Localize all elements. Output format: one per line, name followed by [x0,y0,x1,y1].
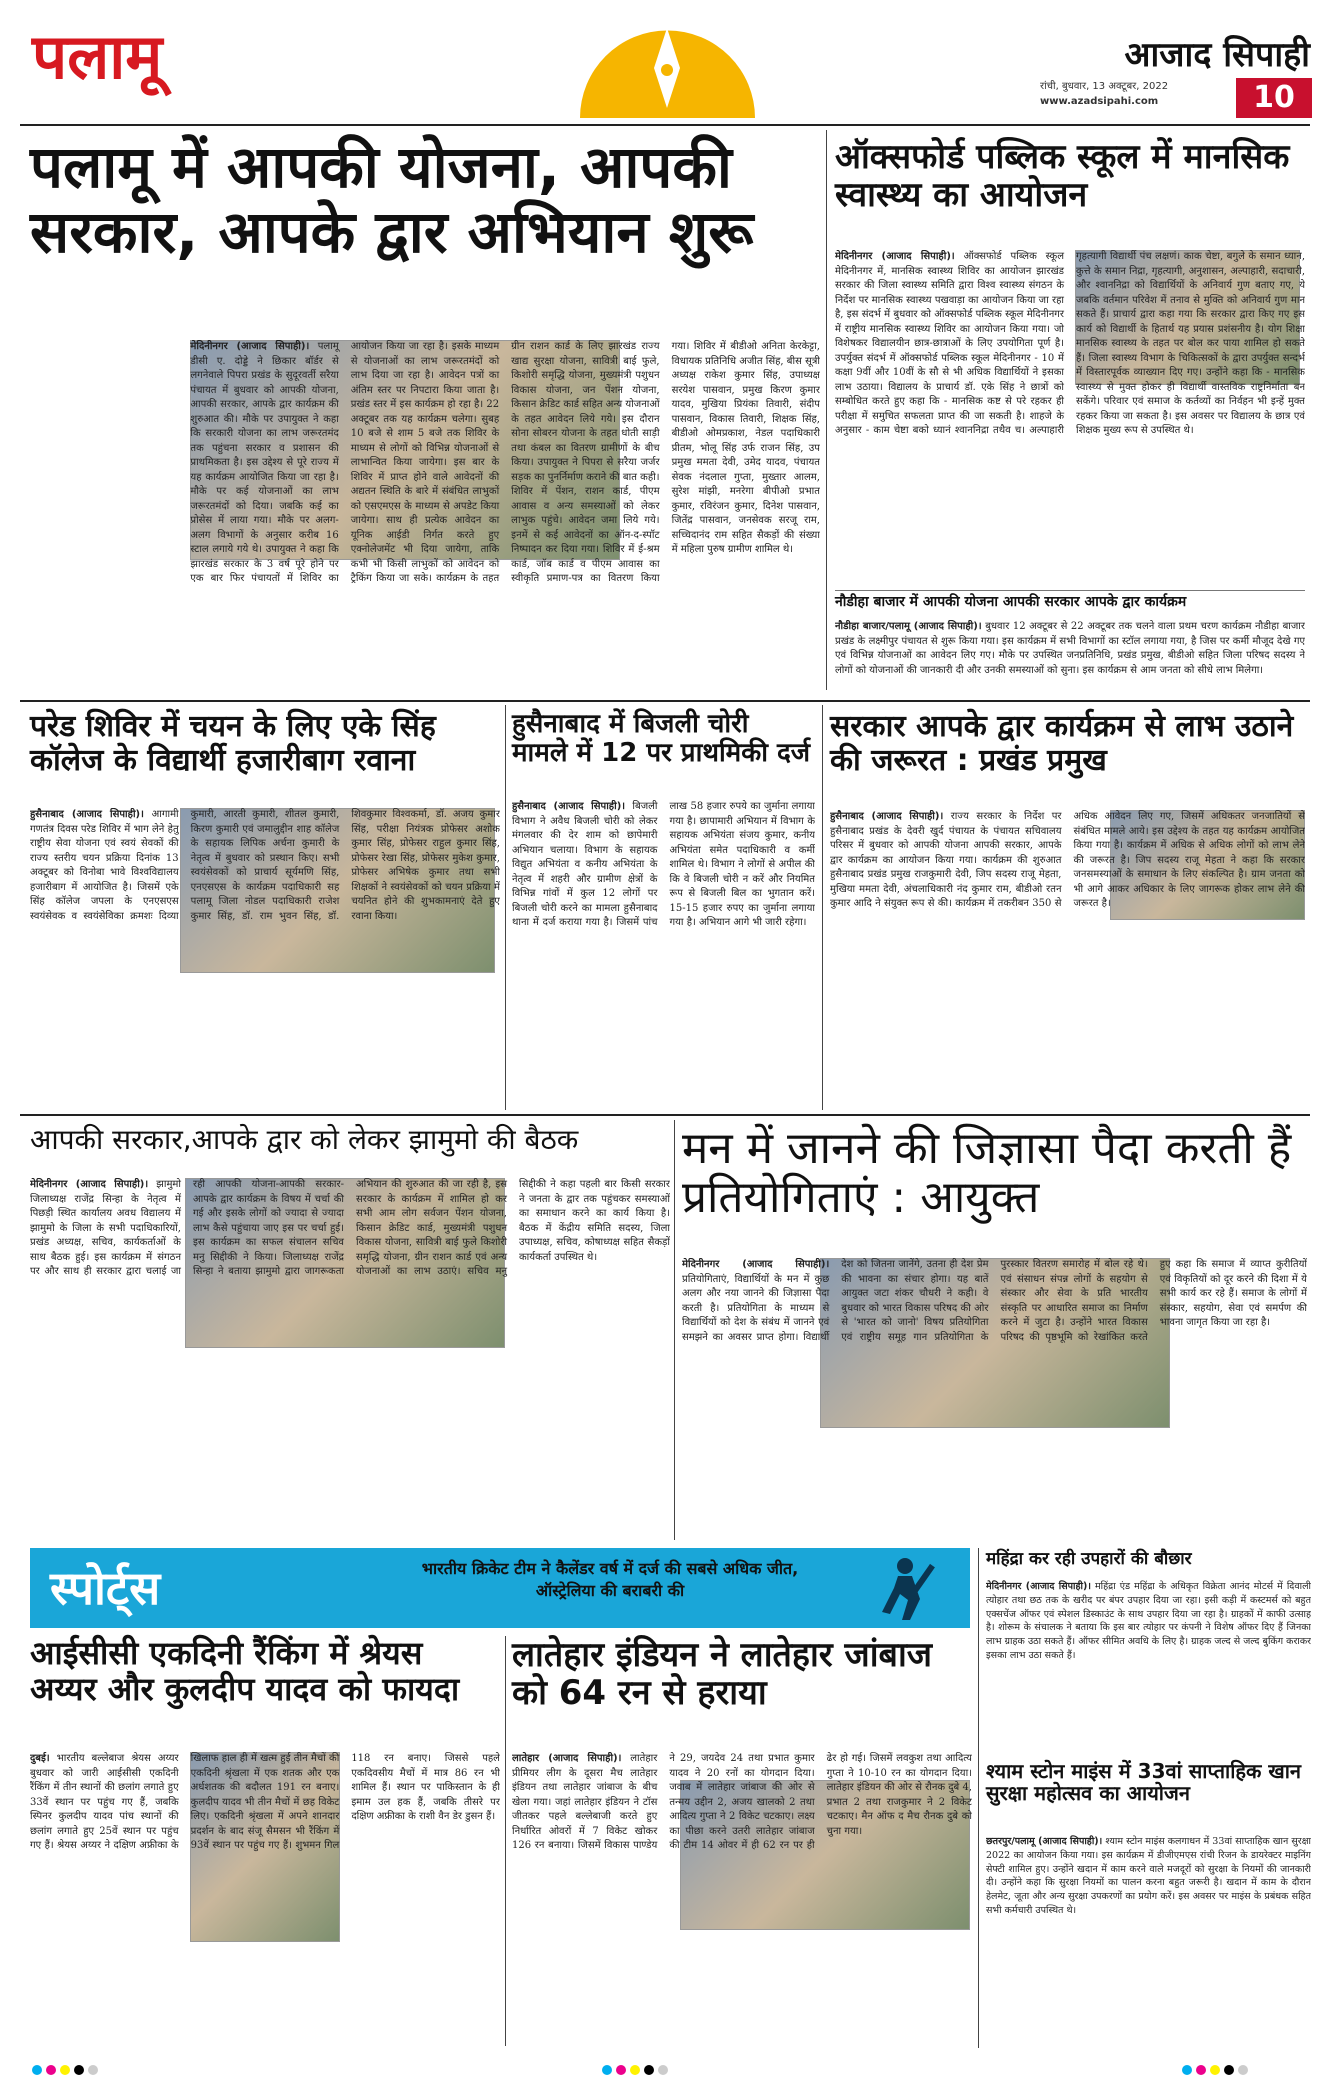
hussainabad-headline: हुसैनाबाद में बिजली चोरी मामले में 12 पर प्राथमिकी दर्ज [512,709,811,769]
aayukt-headline: मन में जानने की जिज्ञासा पैदा करती हैं प्रतियोगिताएं : आयुक्त [682,1123,1292,1224]
dateline: रांची, बुधवार, 13 अक्टूबर, 2022 [1040,81,1169,92]
pramukh-headline: सरकार आपके द्वार कार्यक्रम से लाभ उठाने की जरूरत : प्रखंड प्रमुख [830,709,1294,778]
row-rule-1 [20,700,1310,702]
masthead-logo-icon [580,8,755,118]
hussainabad-article: हुसैनाबाद (आजाद सिपाही)। बिजली विभाग ने अवैध बिजली चोरी को लेकर मंगलवार की देर शाम को छापेमारी अभियान चलाया। विभाग के सहायक विद्युत अभियंता व कनीय अभियंता के नेतृत्व में शहरी और ग्रामीण क्षेत्रों के विभिन्न गांवों में कुल 12 लोगों पर बिजली चोरी करने का मामला हुसैनाबाद थाना में दर्ज कराया गया है। जिसमें पांच लाख 58 हजार रुपये का जुर्माना लगाया गया है। छापामारी अभियान में विभाग के सहायक अभियंता संजय कुमार, कनीय अभियंता समेत पदाधिकारी व कर्मी शामिल थे। विभाग ने लोगों से अपील की कि वे बिजली चोरी न करें और नियमित रूप से बिजली बिल का भुगतान करें। 15-15 हजार रुपए का जुर्माना लगाया गया है। अभियान आगे भी जारी रहेगा। [512,801,815,928]
shyam-headline: श्याम स्टोन माइंस में 33वां साप्ताहिक खान सुरक्षा महोत्सव का आयोजन [986,1759,1301,1806]
aayukt-article: मेदिनीनगर (आजाद सिपाही)। प्रतियोगिताएं, विद्यार्थियों के मन में कुछ अलग और नया जानने की जिज्ञासा पैदा करती है। प्रतियोगिता के माध्यम से विद्यार्थियों को देश के संबंध में जानने एवं समझने का अवसर प्राप्त होगा। विद्यार्थी देश को जितना जानेंगे, उतना ही देश प्रेम की भावना का संचार होगा। यह बातें आयुक्त जटा शंकर चौधरी ने कही। वे बुधवार को भारत विकास परिषद की ओर से 'भारत को जानो' विषय प्रतियोगिता एवं राष्ट्रीय समूह गान प्रतियोगिता के पुरस्कार वितरण समारोह में बोल रहे थे। एवं संसाधन संपन्न लोगों के सहयोग से संस्कार और सेवा के प्रति भारतीय संस्कृति पर आधारित समाज का निर्माण करने में जुटा है। उन्होंने भारत विकास परिषद की पृष्ठभूमि को रेखांकित करते हुए कहा कि समाज में व्याप्त कुरीतियों एवं विकृतियों को दूर करने की दिशा में ये सभी कार्य कर रहे हैं। समाज के लोगों में संस्कार, सहयोग, सेवा एवं समर्पण की भावना जागृत किया जा रहा है। [682,1259,1307,1343]
column-divider [822,705,823,1110]
cricket-player-icon [850,1554,950,1622]
registration-marks [30,2060,230,2074]
page-number: 10 [1236,78,1312,118]
naudiha-article: नौडीहा बाजार/पलामू (आजाद सिपाही)। बुधवार 12 अक्टूबर से 22 अक्टूबर तक चलने वाला प्रथम चरण कार्यक्रम नौडीहा बाजार प्रखंड के लक्ष्मीपुर पंचायत से शुरू किया गया। इस कार्यक्रम में सभी विभागों का स्टॉल लगाया गया, है जिस पर कर्मी मौजूद देखे गए एवं विभिन्न योजनाओं का आवेदन लिए गए। मौके पर उपस्थित जनप्रतिनिधि, प्रखंड प्रमुख, बीडीओ सहित जिला परिषद सदस्य ने लोगों को योजनाओं की जानकारी दी और उनकी समस्याओं को सुना। इस कार्यक्रम से आम जनता को सीधे लाभ मिलेगा। [835,621,1305,676]
column-divider [505,1636,506,2046]
masthead-rule [20,124,1310,126]
registration-marks [600,2060,800,2074]
icc-headline: आईसीसी एकदिनी रैंकिंग में श्रेयस अय्यर और कुलदीप यादव को फायदा [30,1634,460,1708]
parade-article: हुसैनाबाद (आजाद सिपाही)। आगामी गणतंत्र दिवस परेड शिविर में भाग लेने हेतु राष्ट्रीय सेवा योजना एवं स्वयं सेवकों की राज्य स्तरीय चयन प्रक्रिया दिनांक 13 अक्टूबर को विनोबा भावे विश्वविद्यालय हजारीबाग में आयोजित है। जिसमें एके सिंह कॉलेज जपला के एनएसएस स्वयंसेवक व स्वयंसेविका क्रमशः दिव्या कुमारी, आरती कुमारी, शीतल कुमारी, किरण कुमारी एवं जमालुद्दीन शाह कॉलेज के सहायक लिपिक अर्चना कुमारी के नेतृत्व में बुधवार को प्रस्थान किए। सभी स्वयंसेवकों को प्राचार्य सूर्यमणि सिंह, एनएसएस के कार्यक्रम पदाधिकारी सह पलामू जिला नोडल पदाधिकारी राजेश कुमार सिंह, डॉ. राम भुवन सिंह, डॉ. शिवकुमार विश्वकर्मा, डॉ. अजय कुमार सिंह, परीक्षा नियंत्रक प्रोफेसर अशोक कुमार सिंह, प्रोफेसर राहुल कुमार सिंह, प्रोफेसर रेखा सिंह, प्रोफेसर मुकेश कुमार, प्रोफेसर अभिषेक कुमार तथा सभी शिक्षकों ने स्वयंसेवकों को चयन प्रक्रिया में चयनित होने की शुभकामनाएं देते हुए रवाना किया। [30,809,500,922]
sports-banner [30,1548,970,1628]
oxford-article: मेदिनीनगर (आजाद सिपाही)। ऑक्सफोर्ड पब्लिक स्कूल मेदिनीनगर में, मानसिक स्वास्थ्य शिविर का आयोजन झारखंड सरकार की जिला स्वास्थ्य समिति द्वारा विश्व स्वास्थ्य संगठन के निर्देश पर मानसिक स्वास्थ्य पखवाड़ा का आयोजन किया जा रहा है, इस संदर्भ में बुधवार को ऑक्सफोर्ड पब्लिक स्कूल मेदिनीनगर में राष्ट्रीय मानसिक स्वास्थ्य शिविर का आयोजन किया गया। जो विशेषकर विद्यालयीन छात्र-छात्राओं के लिए उपयोगिता पूर्ण है। उपर्युक्त संदर्भ में ऑक्सफोर्ड पब्लिक स्कूल मेदिनीनगर - 10 में कक्षा 9वीं और 10वीं के सौ से भी अधिक विद्यार्थियों ने इसका लाभ उठाया। विद्यालय के प्राचार्य डॉ. एके सिंह ने छात्रों को सम्बोधित करते हुए कहा कि - मानसिक कष्ट से परे रहकर ही परीक्षा में समुचित सफलता प्राप्त की जा सकती है। शाहजे के अनुसार - काम चेष्टा बको ध्यानं श्वाननिद्रा तथैव च। अल्पाहारी गृहत्यागी विद्यार्थी पंच लक्षणं। काक चेष्टा, बगुले के समान ध्यान, कुत्ते के समान निद्रा, गृहत्यागी, अनुशासन, अल्पाहारी, सदाचारी, और श्वाननिद्रा को विद्यार्थियों के अनिवार्य गुण बताए गए, ये जबकि वर्तमान परिवेश में तनाव से मुक्ति को अनिवार्य गुण मान सकते हैं। प्राचार्य द्वारा कहा गया कि सरकार द्वारा किए गए इस कार्य को विद्यार्थी के हितार्थ यह प्रयास प्रशंसनीय है। योग शिक्षा मानसिक स्वास्थ्य के तहत पर बोल कर पाया शामिल हो सकते हैं। जिला स्वास्थ्य विभाग के चिकित्सकों के द्वारा उपर्युक्त सन्दर्भ में विस्तारपूर्वक व्याख्यान दिए गए। उन्होंने कहा कि - मानसिक स्वास्थ्य से मुक्त होकर ही विद्यार्थी वास्तविक राष्ट्रनिर्माता बन सकेंगे। परिवार एवं समाज के कर्तव्यों का निर्वहन भी इन्हें मुक्त रहकर किया जा सकता है। इस अवसर पर विद्यालय के छात्र एवं शिक्षक मुख्य रूप से उपस्थित थे। [835,251,1305,436]
icc-article: दुबई। भारतीय बल्लेबाज श्रेयस अय्यर बुधवार को जारी आईसीसी एकदिनी रैंकिंग में तीन स्थानों की छलांग लगाते हुए 33वें स्थान पर पहुंच गए हैं, जबकि स्पिनर कुलदीप यादव पांच स्थानों की छलांग लगाते हुए 25वें स्थान पर पहुंच गए हैं। श्रेयस अय्यर ने दक्षिण अफ्रीका के खिलाफ हाल ही में खत्म हुई तीन मैचों की एकदिनी श्रृंखला में एक शतक और एक अर्धशतक की बदौलत 191 रन बनाए। कुलदीप यादव भी तीन मैचों में छह विकेट लिए। एकदिनी श्रृंखला में अपने शानदार प्रदर्शन के बाद संजू सैमसन भी रैंकिंग में 93वें स्थान पर पहुंच गए हैं। शुभमन गिल 118 रन बनाए। जिससे पहले एकदिवसीय मैचों में मात्र 86 रन भी शामिल हैं। स्थान पर पाकिस्तान के ही इमाम उल हक हैं, जबकि तीसरे पर दक्षिण अफ्रीका के राशी वैन डेर डुसन हैं। [30,1753,500,1851]
parade-headline: परेड शिविर में चयन के लिए एके सिंह कॉलेज के विद्यार्थी हजारीबाग रवाना [30,709,436,778]
column-divider [826,130,827,690]
column-divider [505,705,506,1110]
shyam-article: छतरपुर/पलामू (आजाद सिपाही)। श्याम स्टोन माइंस कलगाधन में 33वां साप्ताहिक खान सुरक्षा 2022 का आयोजन किया गया। इस कार्यक्रम में डीजीएमएस रांची रिजन के डायरेक्टर माइनिंग सेफ्टी शामिल हुए। उन्होंने खदान में काम करने वाले मजदूरों को सुरक्षा के नियमों की जानकारी दी। उन्होंने कहा कि सुरक्षा नियमों का पालन करना बहुत जरूरी है। खदान में काम के दौरान हेलमेट, जूता और अन्य सुरक्षा उपकरणों का प्रयोग करें। इस अवसर पर माइंस के प्रबंधक सहित सभी कर्मचारी उपस्थित थे। [986,1836,1311,1916]
row-rule-2 [20,1114,1310,1116]
mahindra-article: मेदिनीनगर (आजाद सिपाही)। महिंद्रा एंड महिंद्रा के अधिकृत विक्रेता आनंद मोटर्स में दिवाली त्योहार तथा छठ तक के खरीद पर बंपर उपहार दिया जा रहा। इसी कड़ी में कस्टमर्स को बहुत एक्सचेंज ऑफर एवं स्पेशल डिस्काउंट के साथ उपहार दिया जा रहा है। ग्राहकों में काफी उत्साह है। शोरूम के संचालक ने बताया कि इस बार त्योहार पर कंपनी ने विशेष ऑफर दिए हैं जिनका लाभ ग्राहक उठा सकते हैं। ऑफर सीमित अवधि के लिए है। ग्राहक जल्द से जल्द बुकिंग कराकर इसका लाभ उठा सकते हैं। [986,1581,1311,1661]
naudiha-headline: नौडीहा बाजार में आपकी योजना आपकी सरकार आपके द्वार कार्यक्रम [835,594,1187,610]
latehar-article: लातेहार (आजाद सिपाही)। लातेहार प्रीमियर लीग के दूसरा मैच लातेहार इंडियन तथा लातेहार जांबाज के बीच खेला गया। जहां लातेहार इंडियन ने टॉस जीतकर पहले बल्लेबाजी करते हुए निर्धारित ओवरों में 7 विकेट खोकर 126 रन बनाया। जिसमें विकास पाण्डेय ने 29, जयदेव 24 तथा प्रभात कुमार यादव ने 20 रनों का योगदान दिया। जवाब में लातेहार जांबाज की ओर से तन्मय उद्दीन 2, अजय खालको 2 तथा आदित्य गुप्ता ने 2 विकेट चटकाए। लक्ष्य का पीछा करने उतरी लातेहार जांबाज की टीम 14 ओवर में ही 62 रन पर ही ढेर हो गई। जिसमें लवकुश तथा आदित्य गुप्ता ने 10-10 रन का योगदान दिया। लातेहार इंडियन की ओर से रौनक दुबे 4, प्रभात 2 तथा राजकुमार ने 2 विकेट चटकाए। मैन ऑफ द मैच रौनक दुबे को चुना गया। [512,1753,972,1851]
column-divider [674,1120,675,1540]
column-divider [978,1548,979,2048]
sports-strap: भारतीय क्रिकेट टीम ने कैलेंडर वर्ष में दर्ज की सबसे अधिक जीत, ऑस्ट्रेलिया की बराबरी की [421,1559,799,1600]
lead-article: मेदिनीनगर (आजाद सिपाही)। पलामू डीसी ए. दोड्डे ने छिकार बॉर्डर से लगनेवाले पिपरा प्रखंड के सुदूरवर्ती सरैया पंचायत में बुधवार को आपकी योजना, आपकी सरकार, आपके द्वार कार्यक्रम की शुरुआत की। मौके पर उपायुक्त ने कहा कि सरकारी योजना का लाभ जरूरतमंद तक पहुंचना सरकार व प्रशासन की प्राथमिकता है। इस उद्देश्य से पूरे राज्य में यह कार्यक्रम आयोजित किया जा रहा है। मौके पर कई योजनाओं का लाभ जरूरतमंदों को दिया। जबकि कई का प्रोसेस में लाया गया। मौके पर अलग-अलग विभागों के अनुसार करीब 16 स्टाल लगाये गये थे। उपायुक्त ने कहा कि झारखंड सरकार के 3 वर्ष पूरे होने पर एक बार फिर पंचायतों में शिविर का आयोजन किया जा रहा है। इसके माध्यम से योजनाओं का लाभ जरूरतमंदों को लाभ दिया जा रहा है। आवेदन पत्रों का अंतिम स्तर पर निपटारा किया जाता है। प्रखंड स्तर में इस कार्यक्रम हो रहा है। 22 अक्टूबर तक यह कार्यक्रम चलेगा। सुबह 10 बजे से शाम 5 बजे तक शिविर के माध्यम से लोगों को विभिन्न योजनाओं से लाभान्वित किया जायेगा। इस बार के शिविर में प्राप्त होने वाले आवेदनों की अद्यतन स्थिति के बारे में संबंधित लाभुकों को एसएमएस के माध्यम से अपडेट किया जायेगा। साथ ही प्रत्येक आवेदन का यूनिक आईडी निर्गत करते हुए एक्नोलेजमेंट भी दिया जायेगा, ताकि कभी भी किसी लाभुकों को आवेदन को ट्रैकिंग किया जा सके। कार्यक्रम के तहत ग्रीन राशन कार्ड के लिए झारखंड राज्य खाद्य सुरक्षा योजना, सावित्री बाई फुले, किशोरी समृद्धि योजना, मुख्यमंत्री पशुधन विकास योजना, जन पेंशन योजना, किसान क्रेडिट कार्ड सहित अन्य योजनाओं के तहत आवेदन लिये गये। इस दौरान सोना सोबरन योजना के तहत धोती साड़ी तथा कंबल का वितरण ग्रामीणों के बीच किया। उपायुक्त ने पिपरा से सरैया जर्जर सड़क का पुनर्निर्माण कराने की बात कही। शिविर में पेंशन, राशन कार्ड, पीएम आवास व अन्य समस्याओं को लेकर लाभुक पहुंचे। आवेदन जमा लिये गये। इनमें से कई आवेदनों का ऑन-द-स्पॉट निष्पादन कर दिया गया। शिविर में ई-श्रम कार्ड, जॉब कार्ड व पीएम आवास का स्वीकृति प्रमाण-पत्र का वितरण किया गया। शिविर में बीडीओ अनिता केरकेट्टा, विधायक प्रतिनिधि अजीत सिंह, बीस सूत्री अध्यक्ष राकेश कुमार सिंह, उपाध्यक्ष सरयेश पासवान, प्रमुख किरण कुमार यादव, मुखिया प्रियंका तिवारी, संदीप पासवान, विकास तिवारी, शिक्षक सिंह, बीडीओ ओमप्रकाश, नेडल पदाधिकारी प्रीतम, भोलू सिंह उर्फ राजन सिंह, उप प्रमुख ममता देवी, उमेद यादव, पंचायत सेवक नंदलाल गुप्ता, मुख्तार आलम, सुरेश मांझी, मनरेगा बीपीओ प्रभात कुमार, रविरंजन कुमार, दिनेश पासवान, जितेंद्र पासवान, जनसेवक सरजू राम, सच्चिदानंद राम सहित सैकड़ों की संख्या में महिला पुरुष ग्रामीण शामिल थे। [190,341,820,584]
latehar-headline: लातेहार इंडियन ने लातेहार जांबाज को 64 रन से हराया [512,1635,932,1714]
lead-headline: पलामू में आपकी योजना, आपकी सरकार, आपके द्वार अभियान शुरू [30,133,754,266]
registration-marks [1180,2060,1310,2074]
jmm-article: मेदिनीनगर (आजाद सिपाही)। झामुमो जिलाध्यक्ष राजेंद्र सिन्हा के नेतृत्व में पिछड़ी स्थित कार्यालय अवध विद्यालय में झामुमो के जिला के सभी पदाधिकारियों, प्रखंड अध्यक्ष, सचिव, कार्यकर्ताओं के साथ बैठक हुई। इस कार्यक्रम में संगठन पर और साथ ही सरकार द्वारा चलाई जा रही आपकी योजना-आपकी सरकार-आपके द्वार कार्यक्रम के विषय में चर्चा की गई और इसके लोगों को ज्यादा से ज्यादा लाभ कैसे पहुंचाया जाए इस पर चर्चा हुई। इस कार्यक्रम का सफल संचालन सचिव मनु सिद्दीकी ने किया। जिलाध्यक्ष राजेंद्र सिन्हा ने बताया झामुमो द्वारा जागरूकता अभियान की शुरुआत की जा रही है, इस सरकार के कार्यक्रम में शामिल हो कर सभी आम लोग सर्वजन पेंशन योजना, किसान क्रेडिट कार्ड, मुख्यमंत्री पशुधन विकास योजना, सावित्री बाई फुले किशोरी समृद्धि योजना, ग्रीन राशन कार्ड एवं अन्य योजनाओं का लाभ उठाएं। सचिव मनु सिद्दीकी ने कहा पहली बार किसी सरकार ने जनता के द्वार तक पहुंचकर समस्याओं का समाधान करने का कार्य किया है। बैठक में केंद्रीय समिति सदस्य, जिला उपाध्यक्ष, सचिव, कोषाध्यक्ष सहित सैकड़ों कार्यकर्ता उपस्थित थे। [30,1179,670,1277]
section-name: पलामू [32,20,163,93]
oxford-headline: ऑक्सफोर्ड पब्लिक स्कूल में मानसिक स्वास्थ्य का आयोजन [835,137,1290,216]
pramukh-article: हुसैनाबाद (आजाद सिपाही)। राज्य सरकार के निर्देश पर हुसैनाबाद प्रखंड के देवरी खुर्द पंचायत के पंचायत सचिवालय परिसर में बुधवार को आपकी योजना आपकी सरकार, आपके द्वार कार्यक्रम का आयोजन किया गया। कार्यक्रम की शुरुआत हुसैनाबाद प्रखंड प्रमुख राजकुमारी देवी, जिप सदस्य राजू मेहता, मुखिया ममता देवी, अंचलाधिकारी नंद कुमार राम, बीडीओ रतन कुमार आदि ने संयुक्त रूप से की। कार्यक्रम में तकरीबन 350 से अधिक आवेदन लिए गए, जिसमें अधिकतर जनजातियों से संबंधित मामले आये। इस उद्देश्य के तहत यह कार्यक्रम आयोजित किया गया है। कार्यक्रम में अधिक से अधिक लोगों को लाभ लेने की जरूरत है। जिप सदस्य राजू मेहता ने कहा कि सरकार जनसमस्याओं के समाधान के लिए संकल्पित है। ग्राम जनता को भी आगे आकर अधिकार के लिए जागरूक होकर लाभ लेने की जरूरत है। [830,811,1305,909]
paper-name: आजाद सिपाही [1124,35,1310,75]
mahindra-headline: महिंद्रा कर रही उपहारों की बौछार [986,1549,1192,1569]
website: www.azadsipahi.com [1040,96,1159,107]
sports-label: स्पोर्ट्स [50,1561,161,1615]
jmm-headline: आपकी सरकार,आपके द्वार को लेकर झामुमो की बैठक [30,1123,579,1156]
naudiha-rule [835,590,1305,591]
